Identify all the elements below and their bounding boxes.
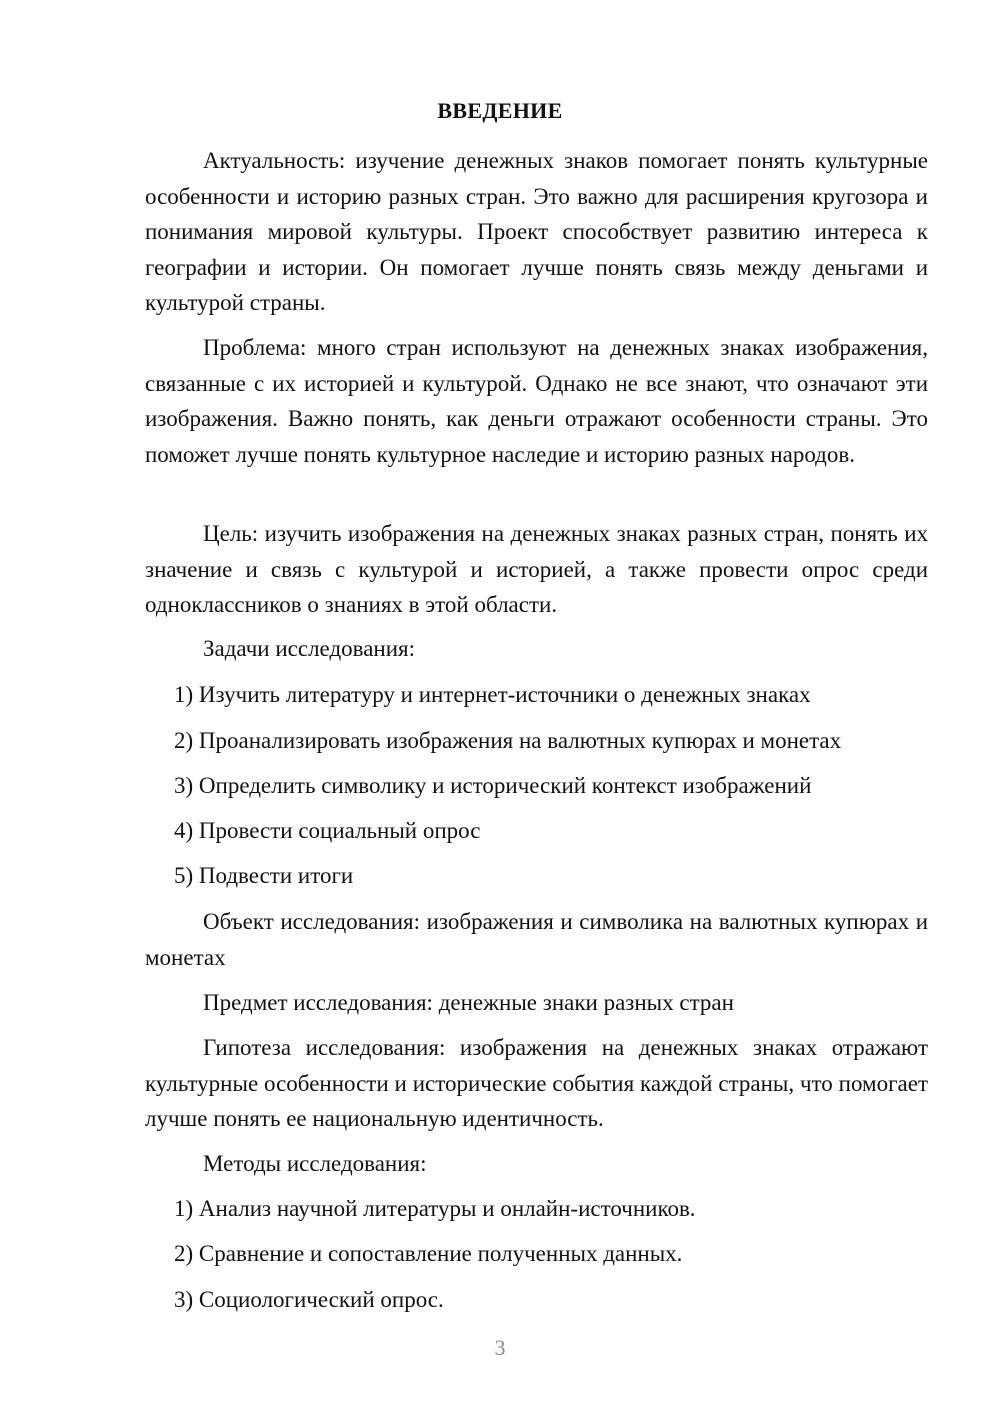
task-item-2: 2) Проанализировать изображения на валютных купюрах и монетах [174,728,842,753]
subject-paragraph: Предмет исследования: денежные знаки разных стран [203,990,734,1015]
task-item-1: 1) Изучить литературу и интернет-источники о денежных знаках [174,682,811,707]
methods-heading: Методы исследования: [203,1151,427,1176]
page-number: 3 [494,1335,506,1360]
task-item-4: 4) Провести социальный опрос [174,818,481,843]
method-item-1: 1) Анализ научной литературы и онлайн-источников. [174,1196,696,1221]
goal-paragraph: Цель: изучить изображения на денежных знаках разных стран, понять их значение и связь с культурой и историей, а также провести опрос среди одноклассников о знаниях в этой области. [145,521,928,617]
method-item-3: 3) Социологический опрос. [174,1287,444,1312]
task-item-3: 3) Определить символику и исторический контекст изображений [174,773,812,798]
tasks-heading: Задачи исследования: [203,636,416,661]
method-item-2: 2) Сравнение и сопоставление полученных данных. [174,1241,683,1266]
problem-paragraph: Проблема: много стран используют на денежных знаках изображения, связанные с их историей и культурой. Однако не все знают, что означают эти изображения. Важно понять, как деньги отражают особенности страны. Это поможет лучше понять культурное наследие и историю разных народов. [145,335,928,467]
hypothesis-paragraph: Гипотеза исследования: изображения на денежных знаках отражают культурные особенности и исторические события каждой страны, что помогает лучше понять ее национальную идентичность. [145,1035,928,1131]
page-title: ВВЕДЕНИЕ [437,98,563,123]
relevance-paragraph: Актуальность: изучение денежных знаков помогает понять культурные особенности и историю разных стран. Это важно для расширения кругозора и понимания мировой культуры. Проект способствует развитию интереса к географии и истории. Он помогает лучше понять связь между деньгами и культурой страны. [145,148,928,315]
object-paragraph: Объект исследования: изображения и символика на валютных купюрах и монетах [145,909,928,970]
task-item-5: 5) Подвести итоги [174,863,354,888]
